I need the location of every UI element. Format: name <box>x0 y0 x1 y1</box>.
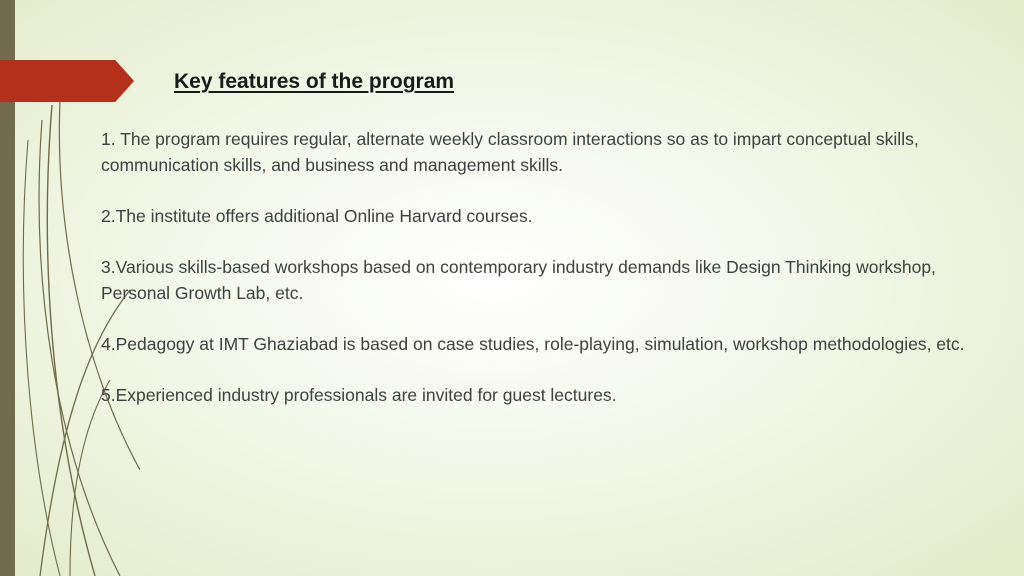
point-3: 3.Various skills-based workshops based on contemporary industry demands like Design Thinking workshop, Personal Growth Lab, etc. <box>101 257 936 303</box>
point-5: 5.Experienced industry professionals are invited for guest lectures. <box>101 385 617 405</box>
point-1: 1. The program requires regular, alternate weekly classroom interactions so as to impart conceptual skills, communication skills, and business and management skills. <box>101 129 919 175</box>
accent-arrow <box>0 60 134 102</box>
content-body <box>101 126 981 433</box>
point-4: 4.Pedagogy at IMT Ghaziabad is based on case studies, role-playing, simulation, workshop methodologies, etc. <box>101 334 965 354</box>
point-2: 2.The institute offers additional Online Harvard courses. <box>101 206 533 226</box>
slide-title: Key features of the program <box>174 70 455 93</box>
